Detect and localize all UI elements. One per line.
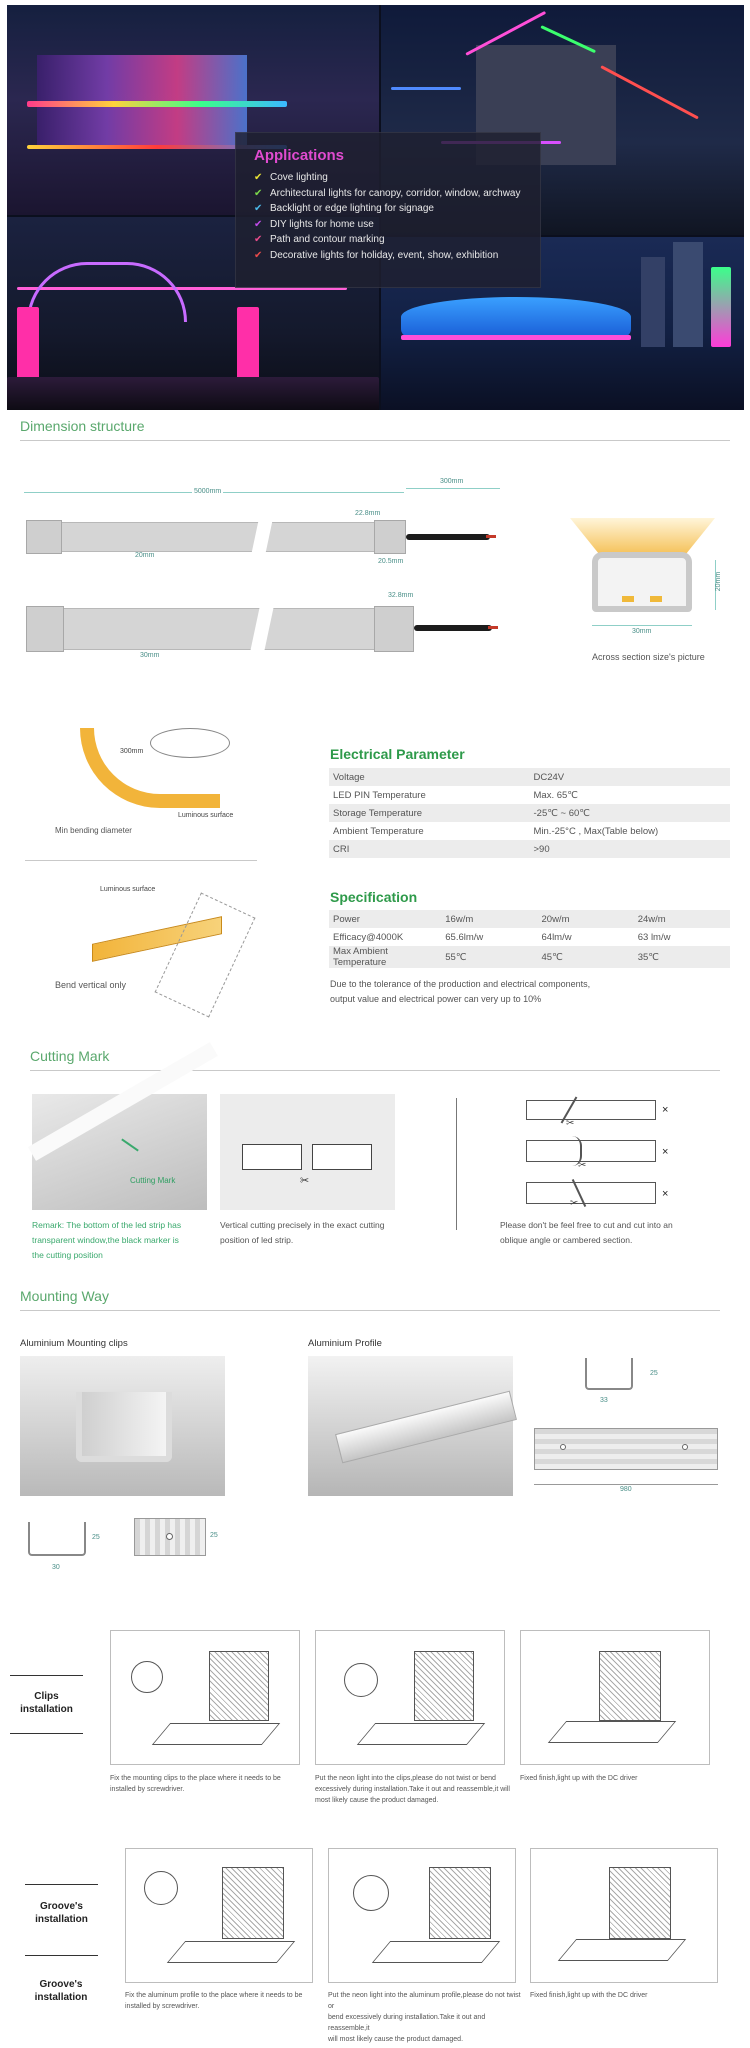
caption-line: Fixed finish,light up with the DC driver xyxy=(530,1992,648,1999)
cutting-mark-title: Cutting Mark xyxy=(30,1048,110,1064)
power-cable xyxy=(414,625,492,631)
clips-step-2-image xyxy=(315,1630,505,1765)
clips-label: Aluminium Mounting clips xyxy=(20,1338,128,1349)
clip-shape xyxy=(76,1392,172,1462)
table-row xyxy=(329,768,730,786)
electrical-table xyxy=(329,768,730,858)
scissors-icon: ✂ xyxy=(578,1160,587,1171)
led-chip xyxy=(650,596,662,602)
profile-label: Aluminium Profile xyxy=(308,1338,382,1349)
bend-radius-ellipse xyxy=(150,728,230,758)
table-cell: >90 xyxy=(530,840,731,858)
luminous-surface-label: Luminous surface xyxy=(100,886,156,893)
applications-hero-image xyxy=(7,5,744,410)
zoom-circle xyxy=(144,1871,178,1905)
remark-line-2: transparent window,the black marker is xyxy=(32,1235,179,1245)
application-text: DIY lights for home use xyxy=(270,218,374,230)
divider xyxy=(25,1884,98,1885)
neon-strip xyxy=(26,522,378,552)
end-cap xyxy=(26,520,62,554)
profile-width-label: 33 xyxy=(600,1397,608,1404)
table-cell: Ambient Temperature xyxy=(333,825,424,837)
mounting-clip-photo xyxy=(20,1356,225,1496)
cross-icon: × xyxy=(662,1104,669,1116)
caption-line: Fixed finish,light up with the DC driver xyxy=(520,1775,638,1782)
dim-line xyxy=(406,488,500,489)
groove-step-3-image xyxy=(530,1848,718,1983)
remark-line-1: Remark: The bottom of the led strip has xyxy=(32,1220,182,1230)
clips-step-1-image xyxy=(110,1630,300,1765)
wall xyxy=(222,1867,284,1939)
vertical-cut-line-1: Vertical cutting precisely in the exact cutting xyxy=(220,1220,385,1230)
specification-table xyxy=(329,910,730,968)
wall xyxy=(599,1651,661,1721)
groove-installation-label-2 xyxy=(22,1978,100,2004)
table-cell: 63 lm/w xyxy=(637,931,671,943)
caption-line: installed by screwdriver. xyxy=(110,1786,185,1793)
groove-step-1-caption xyxy=(125,1990,315,2012)
table-cell: DC24V xyxy=(530,768,731,786)
clip-height-label: 25 xyxy=(92,1534,100,1541)
table-cell: 24w/m xyxy=(634,910,730,928)
table-row xyxy=(329,786,730,804)
clips-step-2-caption xyxy=(315,1773,510,1806)
cross-icon: × xyxy=(662,1188,669,1200)
applications-title: Applications xyxy=(254,147,345,164)
wall xyxy=(209,1651,269,1721)
caption-line: installed by screwdriver. xyxy=(125,2003,200,2010)
application-item xyxy=(254,217,522,233)
neon-reel xyxy=(344,1663,378,1697)
application-item xyxy=(254,201,522,217)
section-width-label: 30mm xyxy=(632,628,652,635)
vertical-cut-drawing xyxy=(220,1094,395,1210)
check-icon: ✔ xyxy=(254,218,263,230)
specification-title: Specification xyxy=(330,889,418,905)
divider xyxy=(20,1310,720,1311)
table-row xyxy=(329,840,730,858)
tolerance-note-2: output value and electrical power can very up to 10% xyxy=(330,994,542,1004)
bend-direction-outline xyxy=(155,892,256,1017)
application-text: Backlight or edge lighting for signage xyxy=(270,203,434,215)
groove-step-2-image xyxy=(328,1848,516,1983)
divider xyxy=(25,1955,98,1956)
width-label: 20mm xyxy=(135,552,155,559)
table-cell: 35℃ xyxy=(634,946,730,968)
vertical-divider xyxy=(456,1098,457,1230)
applications-panel xyxy=(235,132,541,288)
divider xyxy=(20,440,730,441)
label-line: Groove's xyxy=(40,1901,83,1912)
groove-step-3-caption xyxy=(530,1990,720,2001)
table-cell: Efficacy@4000K xyxy=(333,931,404,943)
caption-line: Put the neon light into the aluminum profile,please do not twist or xyxy=(328,1992,521,2010)
divider xyxy=(30,1070,720,1071)
mounting-way-title: Mounting Way xyxy=(20,1288,109,1304)
label-line: Clips xyxy=(34,1691,59,1702)
screw-hole xyxy=(166,1533,173,1540)
tolerance-note-1: Due to the tolerance of the production and electrical components, xyxy=(330,979,591,989)
cable-length-label: 300mm xyxy=(440,478,464,485)
width-label: 30mm xyxy=(140,652,160,659)
label-line: installation xyxy=(20,1704,73,1715)
wire-tip xyxy=(488,626,498,629)
screw-hole xyxy=(560,1444,566,1450)
application-text: Architectural lights for canopy, corridor, window, archway xyxy=(270,187,521,199)
aluminium-profile-photo xyxy=(308,1356,513,1496)
floor xyxy=(558,1939,686,1961)
table-cell: -25℃ ~ 60℃ xyxy=(530,804,731,822)
application-item xyxy=(254,170,522,186)
caption-line: excessively during installation.Take it out and reassemble,it will xyxy=(315,1786,510,1793)
profile-shape xyxy=(335,1391,517,1464)
radius-label: 300mm xyxy=(120,748,144,755)
label-line: Groove's xyxy=(39,1979,83,1990)
check-icon: ✔ xyxy=(254,172,263,183)
end-cap xyxy=(374,520,406,554)
table-cell: 55℃ xyxy=(441,946,537,968)
table-row xyxy=(329,804,730,822)
section-height-label: 20mm xyxy=(715,571,723,592)
vertical-cut-line-2: position of led strip. xyxy=(220,1235,294,1245)
length-label: 5000mm xyxy=(194,488,222,495)
warning-line-1: Please don't be feel free to cut and cut into an xyxy=(500,1220,673,1230)
zoom-circle xyxy=(131,1661,163,1693)
table-cell: 45℃ xyxy=(538,946,634,968)
table-cell: Min.-25°C , Max(Table below) xyxy=(533,825,659,837)
wall xyxy=(429,1867,491,1939)
cutting-mark-photo xyxy=(32,1094,207,1210)
application-text: Cove lighting xyxy=(270,172,328,183)
floor xyxy=(167,1941,295,1963)
strip-piece xyxy=(526,1100,656,1120)
wall xyxy=(609,1867,671,1939)
application-text: Path and contour marking xyxy=(270,234,385,246)
groove-step-1-image xyxy=(125,1848,313,1983)
groove-step-2-caption xyxy=(328,1990,526,2045)
clip-width-label: 30 xyxy=(52,1564,60,1571)
floor xyxy=(548,1721,676,1743)
power-cable xyxy=(406,534,490,540)
label-line: installation xyxy=(34,1992,88,2003)
table-cell: Max. 65℃ xyxy=(533,789,578,801)
light-glow xyxy=(570,518,715,554)
profile-outline xyxy=(585,1358,633,1390)
clips-installation-label xyxy=(10,1690,83,1716)
profile-height-label: 25 xyxy=(650,1370,658,1377)
table-row xyxy=(329,822,730,840)
neon-strip xyxy=(26,608,378,650)
clips-step-3-image xyxy=(520,1630,710,1765)
end-cap-label: 32.8mm xyxy=(388,592,414,599)
section-caption: Across section size's picture xyxy=(592,652,705,662)
check-icon: ✔ xyxy=(254,203,263,215)
profile-length-label: 980 xyxy=(620,1486,632,1493)
luminous-surface-label: Luminous surface xyxy=(178,812,234,819)
dimension-title: Dimension structure xyxy=(20,418,145,434)
strip-piece xyxy=(312,1144,372,1170)
neon-reel xyxy=(353,1875,389,1911)
check-icon: ✔ xyxy=(254,249,263,261)
table-cell: Voltage xyxy=(329,768,530,786)
table-cell: 20w/m xyxy=(538,910,634,928)
electrical-title: Electrical Parameter xyxy=(330,746,465,762)
table-row xyxy=(329,928,730,946)
table-cell: Max Ambient Temperature xyxy=(329,946,441,968)
min-bending-caption: Min bending diameter xyxy=(55,826,132,835)
caption-line: most likely cause the product damaged. xyxy=(315,1797,439,1804)
strip-piece xyxy=(526,1182,656,1204)
table-row xyxy=(329,910,730,928)
bend-vertical-caption: Bend vertical only xyxy=(55,980,127,990)
floor xyxy=(372,1941,500,1963)
scissors-icon: ✂ xyxy=(570,1198,579,1209)
scissors-icon: ✂ xyxy=(566,1118,575,1129)
check-icon: ✔ xyxy=(254,234,263,246)
table-cell: Power xyxy=(329,910,441,928)
wall xyxy=(414,1651,474,1721)
end-cap xyxy=(26,606,64,652)
remark-line-3: the cutting position xyxy=(32,1250,103,1260)
caption-line: will most likely cause the product damaged. xyxy=(328,2036,464,2043)
table-cell: CRI xyxy=(329,840,530,858)
check-icon: ✔ xyxy=(254,187,263,199)
table-cell: 65.6lm/w xyxy=(445,931,484,943)
led-chip xyxy=(622,596,634,602)
divider xyxy=(10,1675,83,1676)
end-cap-label: 20.5mm xyxy=(378,558,404,565)
dim-line xyxy=(534,1484,718,1485)
floor xyxy=(357,1723,485,1745)
application-item xyxy=(254,232,522,248)
table-cell: LED PIN Temperature xyxy=(333,789,426,801)
warning-line-2: oblique angle or cambered section. xyxy=(500,1235,633,1245)
clips-step-3-caption xyxy=(520,1773,710,1784)
floor xyxy=(152,1723,280,1745)
table-row xyxy=(329,946,730,968)
table-cell: 16w/m xyxy=(441,910,537,928)
scissors-icon: ✂ xyxy=(300,1175,310,1187)
application-item xyxy=(254,248,522,264)
applications-list xyxy=(254,170,522,264)
caption-line: Put the neon light into the clips,please do not twist or bend xyxy=(315,1775,496,1782)
label-line: installation xyxy=(35,1914,88,1925)
application-text: Decorative lights for holiday, event, show, exhibition xyxy=(270,249,499,261)
wire-tip xyxy=(486,535,496,538)
screw-hole xyxy=(682,1444,688,1450)
dim-line xyxy=(592,625,692,626)
strip-piece xyxy=(242,1144,302,1170)
cross-icon: × xyxy=(662,1146,669,1158)
section-profile xyxy=(592,552,692,612)
clips-step-1-caption xyxy=(110,1773,300,1795)
groove-installation-label xyxy=(25,1900,98,1926)
end-cap-label: 22.8mm xyxy=(355,510,381,517)
application-item xyxy=(254,186,522,202)
clip-outline xyxy=(28,1522,86,1556)
pointer-arrow xyxy=(121,1138,139,1151)
caption-line: bend excessively during installation.Take it out and reassemble,it xyxy=(328,2014,486,2032)
table-cell: Storage Temperature xyxy=(329,804,530,822)
cutting-mark-label: Cutting Mark xyxy=(130,1176,176,1185)
caption-line: Fix the aluminum profile to the place where it needs to be xyxy=(125,1992,303,1999)
end-cap xyxy=(374,606,414,652)
divider xyxy=(25,860,257,861)
caption-line: Fix the mounting clips to the place where it needs to be xyxy=(110,1775,281,1782)
clip-depth-label: 25 xyxy=(210,1532,218,1539)
table-cell: 64lm/w xyxy=(541,931,572,943)
divider xyxy=(10,1733,83,1734)
strip-piece xyxy=(526,1140,656,1162)
